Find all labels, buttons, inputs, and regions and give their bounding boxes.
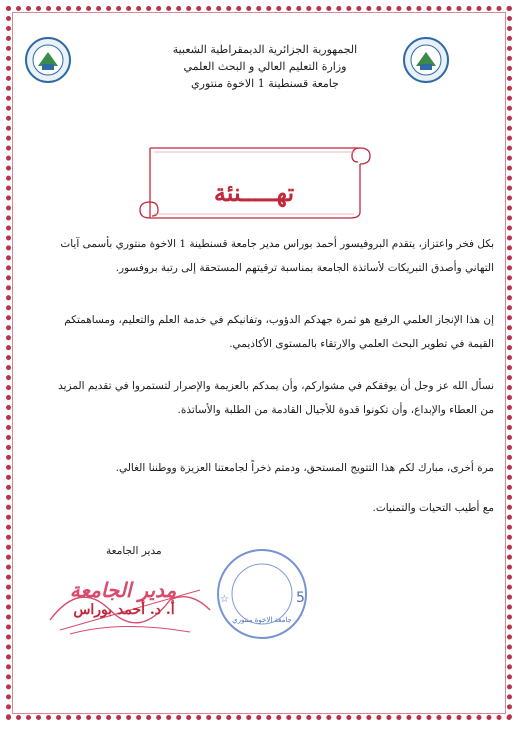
document-title: تهـــــنئة <box>213 178 295 207</box>
signatory-title: مدير الجامعة <box>106 545 162 557</box>
body-closing: مع أطيب التحيات والتمنيات. <box>372 502 494 514</box>
body-paragraph-2: إن هذا الإنجاز العلمي الرفيع هو ثمرة جهدكم الدؤوب، وتفانيكم في خدمة العلم والتعليم، ومساهمتكم القيمة في تطوير البحث العلمي والارتقاء بالمستوى الأكاديمي. <box>64 314 494 350</box>
round-stamp-text: جامعة الاخوة منتوري <box>232 616 292 624</box>
body-paragraph-1: بكل فخر واعتزاز، يتقدم البروفيسور أحمد بوراس مدير جامعة قسنطينة 1 الاخوة منتوري بأسمى آيات التهاني وأصدق التبريكات لأساتذة الجامعة بمناسبة ترقيتهم المستحقة إلى رتبة بروفسور. <box>60 238 494 274</box>
body-paragraph-4: مرة أخرى، مبارك لكم هذا التتويج المستحق، ودمتم ذخراً لجامعتنا العزيزة ووطننا الغالي. <box>115 462 494 474</box>
signature-stamp-title: مدير الجامعة <box>69 578 177 602</box>
header-ministry: وزارة التعليم العالي و البحث العلمي <box>183 60 347 73</box>
signature-stamp-name: أ. د. أحمد بوراس <box>73 602 175 618</box>
svg-text:☆: ☆ <box>220 594 229 605</box>
body-paragraph-3: نسأل الله عز وجل أن يوفقكم في مشواركم، وأن يمدكم بالعزيمة والإصرار لتستمروا في تقديم المزيد من العطاء والإبداع، وأن تكونوا قدوة للأجيال القادمة من الطلبة والأساتذة. <box>58 380 494 416</box>
university-logo-right <box>402 36 450 84</box>
document-header <box>150 41 380 92</box>
round-stamp-number: 5 <box>296 590 305 606</box>
university-round-stamp <box>214 546 310 642</box>
university-logo-left <box>24 36 72 84</box>
header-university: جامعة قسنطينة 1 الاخوة منتوري <box>191 77 339 90</box>
header-republic: الجمهورية الجزائرية الديمقراطية الشعبية <box>172 43 358 56</box>
